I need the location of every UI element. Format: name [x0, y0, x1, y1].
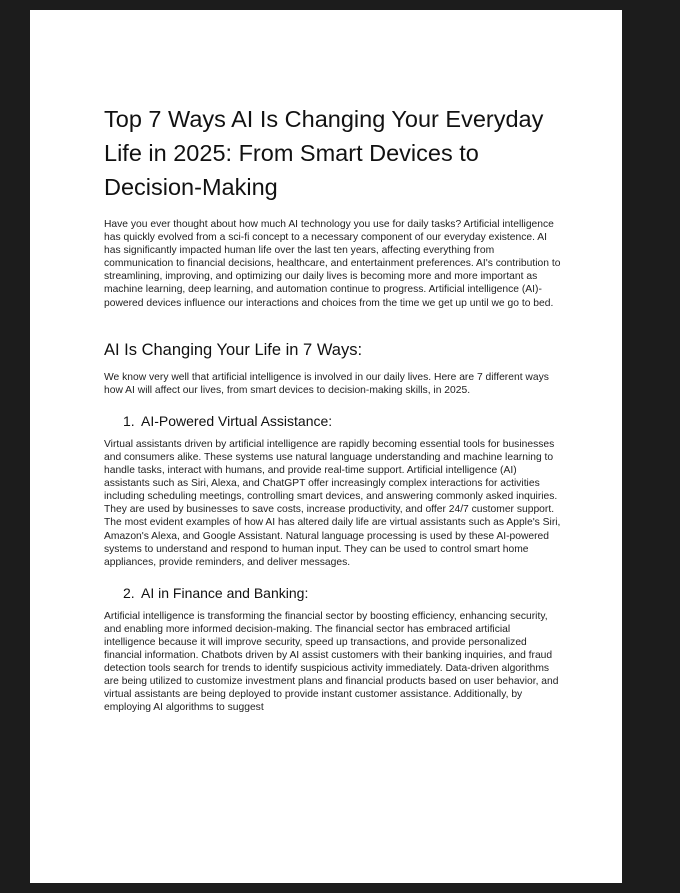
item-1-number: 1. — [123, 412, 135, 429]
document-page — [30, 10, 622, 883]
item-2-heading — [123, 584, 562, 602]
document-title: Top 7 Ways AI Is Changing Your Everyday Life in 2025: From Smart Devices to Decision-Making — [104, 106, 544, 200]
section-heading: AI Is Changing Your Life in 7 Ways: — [104, 340, 363, 359]
item-2-paragraph-1: Artificial intelligence is transforming the financial sector by boosting efficiency, enhancing security, and enabling more informed decision-making. The financial sector has embraced artificial intelligence because it will improve security, speed up transactions, and provide personalized financial information. Chatbots driven by AI assist customers with their banking inquiries, and fraud detection tools search for trends to identify suspicious activity immediately. Data-driven algorithms are being utilized to customize investment plans and financial products based on user behavior, and virtual assistants are being deployed to provide instant customer assistance. Additionally, by employing AI algorithms to suggest — [104, 610, 559, 714]
section-intro-paragraph: We know very well that artificial intelligence is involved in our daily lives. Here are 7 different ways how AI will affect our lives, from smart devices to decision-making skills, in 2025. — [104, 371, 549, 396]
item-1-paragraph-2: The most evident examples of how AI has altered daily life are virtual assistants such as Apple's Siri, Amazon's Alexa, and Google Assistant. Natural language processing is used by these AI-powered systems to understand and respond to human input. They can be used to control smart home appliances, provide reminders, and deliver messages. — [104, 517, 561, 568]
item-1-paragraph-1: Virtual assistants driven by artificial intelligence are rapidly becoming essential tools for businesses and consumers alike. These systems use natural language understanding and machine learning to handle tasks, interact with humans, and provide real-time support. Artificial intelligence (AI) assistants such as Siri, Alexa, and ChatGPT offer increasingly complex interactions for activities including scheduling meetings, controlling smart devices, and answering commonly asked inquiries. They are used by businesses to save costs, increase productivity, and offer 24/7 customer support. — [104, 438, 558, 516]
item-1-heading-text: AI-Powered Virtual Assistance: — [141, 412, 333, 429]
item-2-number: 2. — [123, 584, 135, 601]
item-2-heading-text: AI in Finance and Banking: — [141, 584, 309, 601]
intro-paragraph: Have you ever thought about how much AI technology you use for daily tasks? Artificial intelligence has quickly evolved from a sci-fi concept to a necessary component of our everyday existence. AI has significantly impacted human life over the last ten years, affecting everything from communication to financial decisions, healthcare, and entertainment preferences. AI's contribution to streamlining, improving, and optimizing our daily lives is becoming more and more important as machine learning, deep learning, and automation continue to progress. Artificial intelligence (AI)-powered devices influence our interactions and choices from the time we get up until we go to bed. — [104, 219, 561, 309]
item-1-heading — [123, 412, 562, 430]
